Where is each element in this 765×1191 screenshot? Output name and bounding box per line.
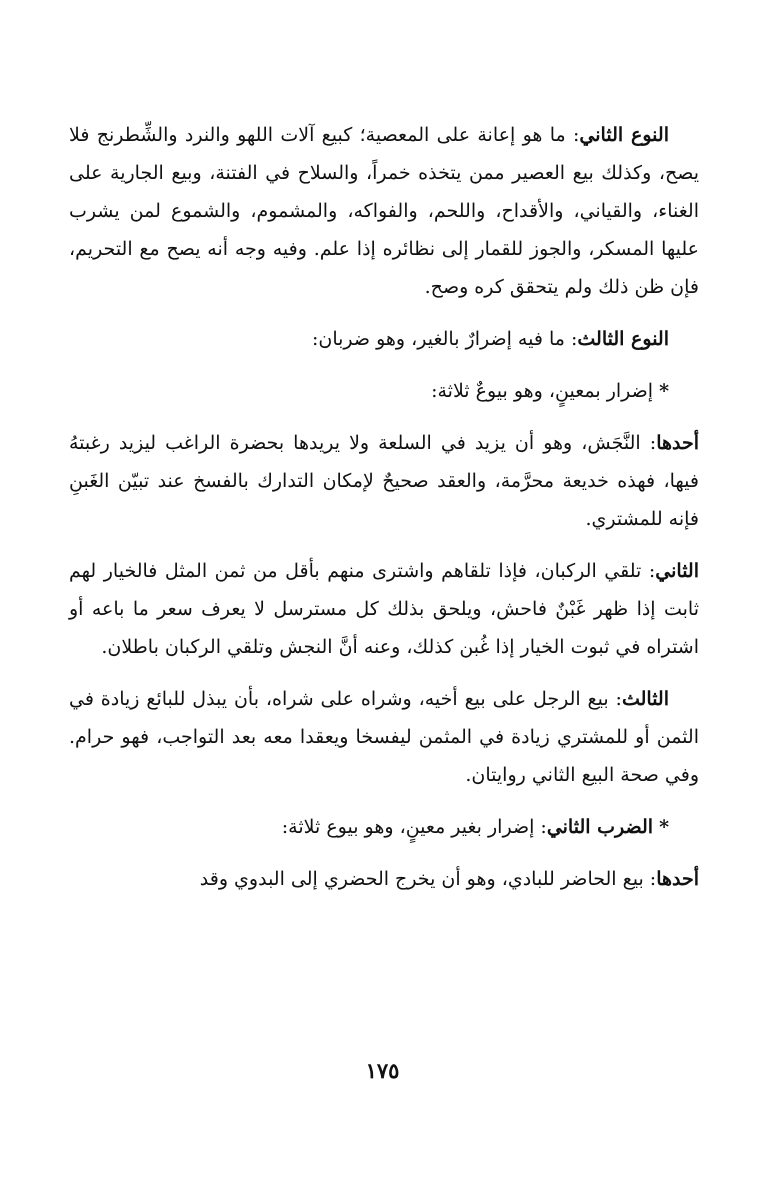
paragraph-third-type: [69, 320, 699, 358]
paragraph-text: : النَّجَش، وهو أن يزيد في السلعة ولا يريدها بحضرة الراغب ليزيد رغبتهُ فيها، فهذه خديعة محرَّمة، والعقد صحيحٌ لإمكان التدارك بالفسخ عند تبيّن الغَبنِ فإنه للمشتري.: [69, 432, 699, 530]
paragraph-text: : بيع الحاضر للبادي، وهو أن يخرج الحضري إلى البدوي وقد: [199, 868, 657, 890]
paragraph-najash: [69, 424, 699, 538]
paragraph-talaqqi: [69, 552, 699, 666]
paragraph-heading: الثاني: [655, 560, 699, 582]
paragraph-heading: النوع الثاني: [579, 124, 669, 146]
paragraph-second-type: [69, 116, 699, 306]
paragraph-text: إضرار بمعينٍ، وهو بيوعٌ ثلاثة:: [431, 380, 654, 402]
paragraph-text: : ما هو إعانة على المعصية؛ كبيع آلات اللهو والنرد والشِّطرنج فلا يصح، وكذلك بيع العصير ممن يتخذه خمراً، والسلاح في الفتنة، وبيع الجارية على الغناء، والقياني، والأقداح، واللحم، والفواكه، والمشموم، والشموع لمن يشرب عليها المسكر، والجوز للقمار إلى نظائره إذا علم. وفيه وجه أنه يصح مع التحريم، فإن ظن ذلك ولم يتحقق كره وصح.: [69, 124, 699, 298]
paragraph-heading: أحدها: [656, 432, 699, 454]
paragraph-heading: أحدها: [656, 868, 699, 890]
paragraph-second-kind: [69, 808, 699, 846]
paragraph-specific-harm: [69, 372, 699, 410]
asterisk-bullet: *: [659, 380, 669, 402]
paragraph-heading: الثالث: [621, 688, 669, 710]
paragraph-heading: الضرب الثاني: [546, 816, 654, 838]
paragraph-bay-ala-bay: [69, 680, 699, 794]
paragraph-text: : إضرار بغير معينٍ، وهو بيوع ثلاثة:: [281, 816, 547, 838]
paragraph-text: : تلقي الركبان، فإذا تلقاهم واشترى منهم بأقل من ثمن المثل فالخيار لهم ثابت إذا ظهر غَبْنٌ فاحش، ويلحق بذلك كل مسترسل لا يعرف سعر ما باعه أو اشتراه في ثبوت الخيار إذا غُبن كذلك، وعنه أنَّ النجش وتلقي الركبان باطلان.: [69, 560, 699, 658]
page-number: ١٧٥: [365, 1058, 400, 1083]
page-body: [69, 116, 699, 912]
asterisk-bullet: *: [659, 816, 669, 838]
paragraph-heading: النوع الثالث: [577, 328, 669, 350]
paragraph-hadir-lilbadi: [69, 860, 699, 898]
paragraph-text: : ما فيه إضرارٌ بالغير، وهو ضربان:: [311, 328, 578, 350]
paragraph-text: : بيع الرجل على بيع أخيه، وشراه على شراه، بأن يبذل للبائع زيادة في الثمن أو للمشتري زيادة في المثمن ليفسخا ويعقدا معه بعد التواجب، فهو حرام. وفي صحة البيع الثاني روايتان.: [69, 688, 699, 786]
